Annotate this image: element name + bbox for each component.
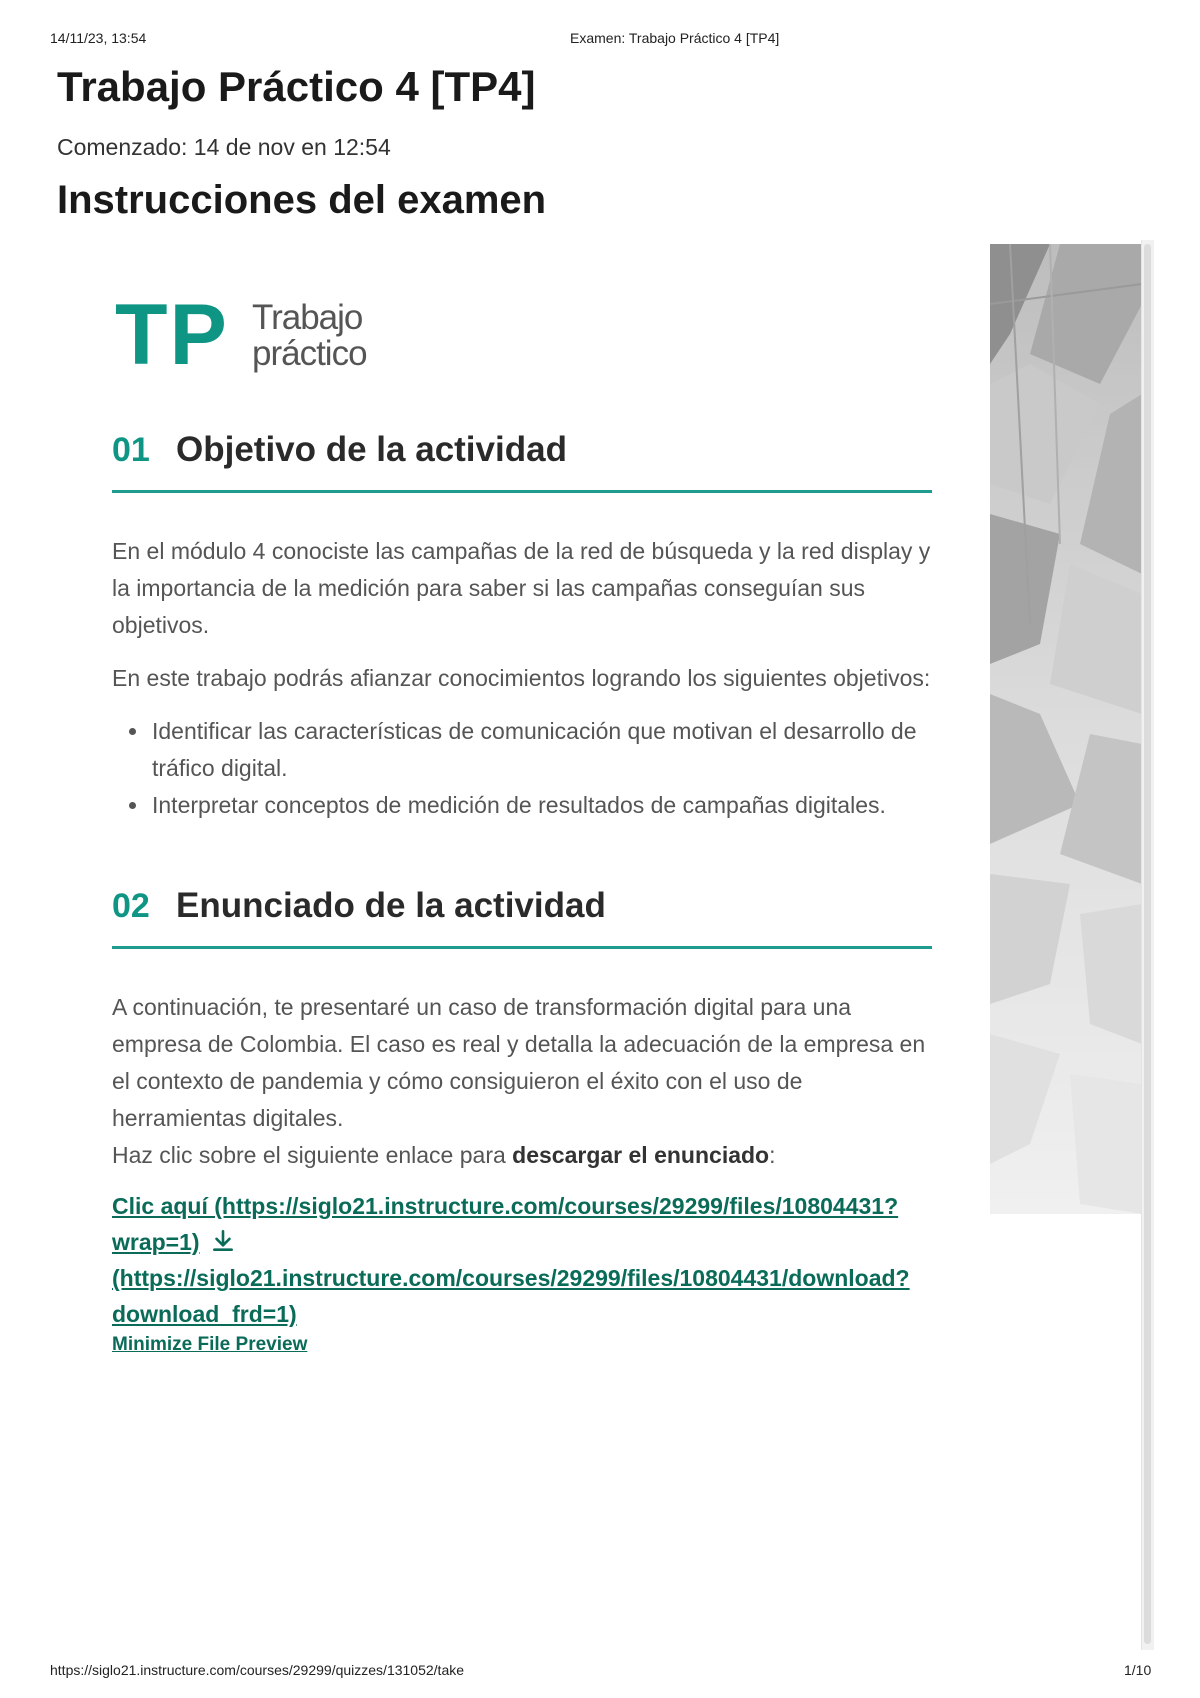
section-divider xyxy=(112,490,932,493)
print-header xyxy=(0,30,1200,50)
section-divider xyxy=(112,946,932,949)
section-objective-number: 01 xyxy=(112,431,150,469)
section-objective-title: Objetivo de la actividad xyxy=(176,430,567,469)
page-title: Trabajo Práctico 4 [TP4] xyxy=(57,63,536,110)
statement-paragraph-2-bold: descargar el enunciado xyxy=(512,1142,770,1168)
objective-paragraph-2: En este trabajo podrás afianzar conocimientos logrando los siguientes objetivos: xyxy=(112,665,931,691)
instructions-title: Instrucciones del examen xyxy=(57,178,547,222)
file-link-block xyxy=(112,1188,932,1332)
objective-list xyxy=(112,713,932,824)
minimize-file-preview-link[interactable]: Minimize File Preview xyxy=(112,1334,308,1355)
section-statement-number: 02 xyxy=(112,887,150,925)
started-timestamp: Comenzado: 14 de nov en 12:54 xyxy=(57,134,391,160)
print-title: Examen: Trabajo Práctico 4 [TP4] xyxy=(570,30,780,46)
statement-paragraph-2 xyxy=(112,1137,932,1174)
print-date: 14/11/23, 13:54 xyxy=(50,30,147,46)
section-statement-title: Enunciado de la actividad xyxy=(176,886,606,925)
statement-paragraph-2-suffix: : xyxy=(769,1142,776,1168)
print-url: https://siglo21.instructure.com/courses/29299/quizzes/131052/take xyxy=(50,1662,465,1678)
file-link-line2: wrap=1) xyxy=(112,1229,200,1255)
tp-logo-line2: práctico xyxy=(252,334,367,373)
print-page-number: 1/10 xyxy=(1124,1662,1152,1678)
tp-logo xyxy=(112,287,932,383)
tp-logo-text xyxy=(252,300,367,372)
tp-logo-line1: Trabajo xyxy=(252,298,363,337)
download-link-line2: download_frd=1) xyxy=(112,1301,297,1327)
preview-scrollbar-thumb[interactable] xyxy=(1144,244,1151,1644)
statement-paragraph-1: A continuación, te presentaré un caso de transformación digital para una empresa de Colombia. El caso es real y detalla la adecuación de la empresa en el contexto de pandemia y cómo consiguieron el éxito con el uso de herramientas digitales. xyxy=(112,994,926,1131)
instructions-content xyxy=(112,287,932,1356)
section-statement-heading xyxy=(112,886,932,926)
statement-paragraph-2-prefix: Haz clic sobre el siguiente enlace para xyxy=(112,1142,513,1168)
tp-logo-mark: TP xyxy=(115,287,229,383)
list-item: • Identificar las características de comunicación que motivan el desarrollo de tráfico digital. xyxy=(150,713,932,787)
list-item: • Interpretar conceptos de medición de resultados de campañas digitales. xyxy=(150,787,932,824)
section-objective-heading xyxy=(112,430,932,470)
preview-scrollbar[interactable] xyxy=(1141,240,1154,1650)
decorative-side-image xyxy=(990,244,1142,1214)
file-download-link[interactable] xyxy=(112,1265,910,1327)
download-link-line1: (https://siglo21.instructure.com/courses/29299/files/10804431/download? xyxy=(112,1265,910,1291)
download-icon[interactable] xyxy=(210,1228,236,1254)
objective-paragraph-1: En el módulo 4 conociste las campañas de la red de búsqueda y la red display y la importancia de la medición para saber si las campañas conseguían sus objetivos. xyxy=(112,538,931,638)
file-link-line1: Clic aquí (https://siglo21.instructure.com/courses/29299/files/10804431? xyxy=(112,1193,899,1219)
